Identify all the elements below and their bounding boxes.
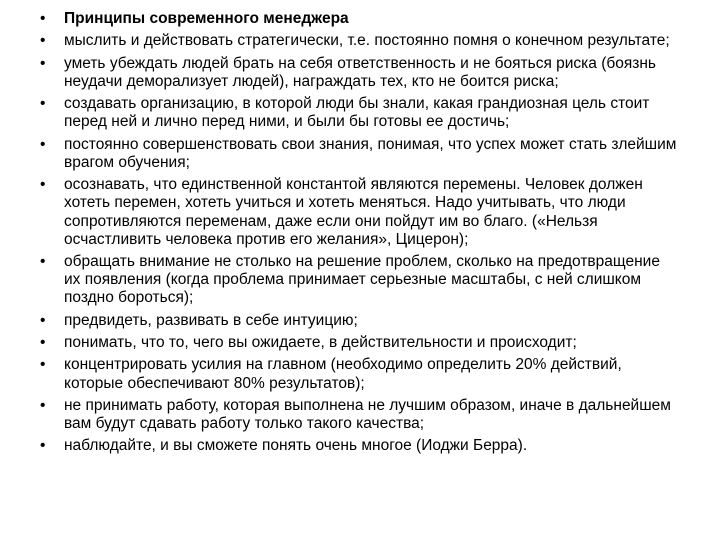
bullet-icon: • [40,95,46,113]
list-item [40,32,680,50]
bullet-icon: • [40,135,46,153]
list-item-text: наблюдайте, и вы сможете понять очень многое (Иоджи Берра). [64,437,528,455]
list-item [40,253,680,308]
list-item-text: обращать внимание не столько на решение проблем, сколько на предотвращение их появления (когда проблема принимает серьезные масштабы, с ней слишком поздно бороться); [64,253,660,307]
bullet-icon: • [40,10,46,27]
list-item [40,334,680,352]
bullet-icon: • [40,176,46,194]
list-item [40,176,680,249]
list-item [40,437,680,455]
list-item-title [40,10,680,28]
list-item [40,356,680,392]
bullet-icon: • [40,437,46,455]
list-item [40,55,680,91]
bullet-icon: • [40,311,46,329]
list-item [40,312,680,330]
list-item-text: мыслить и действовать стратегически, т.е. постоянно помня о конечном результате; [64,32,670,50]
list-item-text: осознавать, что единственной константой являются перемены. Человек должен хотеть перемен, хотеть учиться и хотеть меняться. Надо учитывать, что люди сопротивляются переменам, даже если они пойдут им во благо. («Нельзя осчастливить человека против его желания», Цицерон); [64,176,643,248]
list-item [40,95,680,131]
list-item-text: уметь убеждать людей брать на себя ответственность и не бояться риска (боязнь неудачи деморализует людей), награждать тех, кто не боится риска; [64,54,657,90]
bullet-icon: • [40,32,46,50]
list-item [40,136,680,172]
bullet-icon: • [40,356,46,374]
bullet-list [40,10,680,456]
bullet-icon: • [40,334,46,351]
list-item-text: понимать, что то, чего вы ожидаете, в действительности и происходит; [64,334,577,351]
list-item [40,397,680,433]
list-item-text: предвидеть, развивать в себе интуицию; [64,311,358,329]
list-item-text: концентрировать усилия на главном (необходимо определить 20% действий, которые обеспечивают 80% результатов); [64,356,622,392]
list-item-text: не принимать работу, которая выполнена не лучшим образом, иначе в дальнейшем вам будут сдавать работу только такого качества; [64,396,671,432]
list-item-text: создавать организацию, в которой люди бы знали, какая грандиозная цель стоит перед ней и лично перед ними, и были бы готовы ее достичь; [64,95,650,131]
bullet-icon: • [40,54,46,72]
bullet-icon: • [40,253,46,270]
list-item-text: постоянно совершенствовать свои знания, понимая, что успех может стать злейшим врагом обучения; [64,135,677,171]
list-item-text: Принципы современного менеджера [64,10,349,27]
bullet-icon: • [40,396,46,414]
